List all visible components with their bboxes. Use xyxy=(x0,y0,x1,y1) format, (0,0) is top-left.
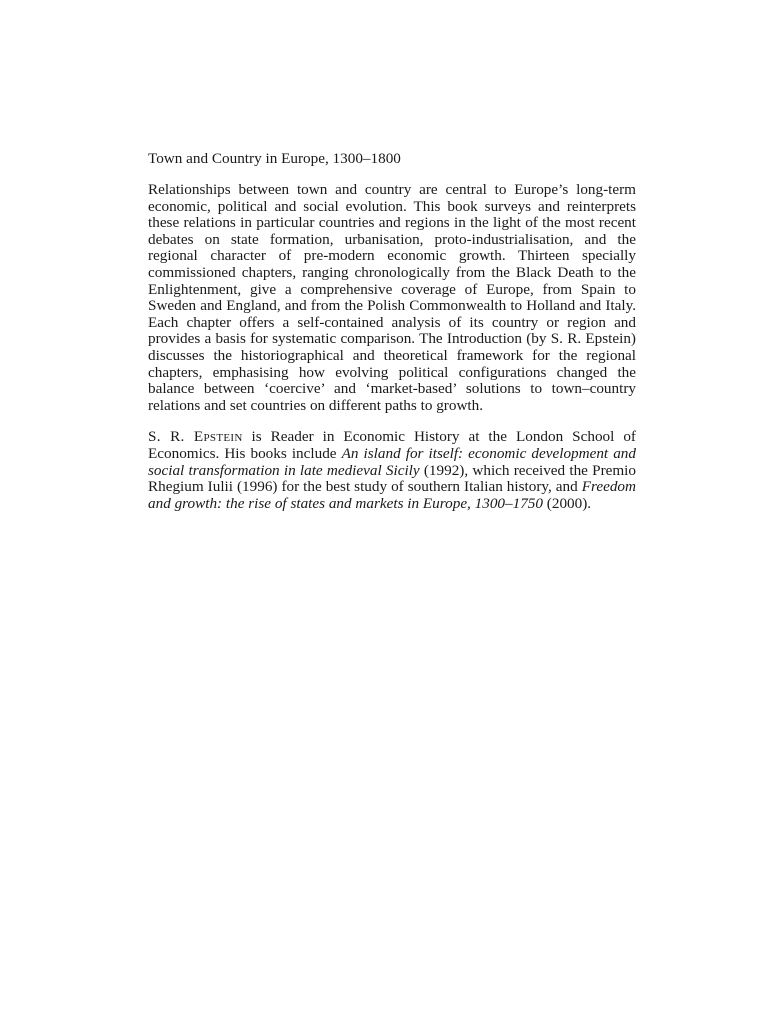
author-bio xyxy=(148,429,636,512)
author-bio-text-3: (2000). xyxy=(543,494,592,512)
author-book-title-2: Freedom and growth: the rise of states and markets in Europe, 1300–1750 xyxy=(148,478,636,512)
author-name: S. R. Epstein xyxy=(148,428,243,446)
book-title: Town and Country in Europe, 1300–1800 xyxy=(148,150,401,167)
author-bio-text-2: (1992), which received the Premio Rhegium Iulii (1996) for the best study of southern Italian history, and xyxy=(148,461,636,496)
book-description: Relationships between town and country are central to Europe’s long-term economic, political and social evolution. This book surveys and reinterprets these relations in particular countries and regions in the light of the most recent debates on state formation, urbanisation, proto-industrialisation, and the regional character of pre-modern economic growth. Thirteen specially commissioned chapters, ranging chronologically from the Black Death to the Enlightenment, give a comprehensive coverage of Europe, from Spain to Sweden and England, and from the Polish Commonwealth to Holland and Italy. Each chapter offers a self-contained analysis of its country or region and provides a basis for systematic comparison. The Introduction (by S. R. Epstein) discusses the historiographical and theoretical framework for the regional chapters, emphasising how evolving political configurations changed the balance between ‘coercive’ and ‘market-based’ solutions to town–country relations and set countries on different paths to growth. xyxy=(148,181,636,414)
author-bio-text-1: is Reader in Economic History at the London School of Economics. His books include xyxy=(148,428,636,462)
author-book-title-1: An island for itself: economic development and social transformation in late medieval Sicily xyxy=(148,444,636,479)
book-blurb-page xyxy=(148,150,636,512)
